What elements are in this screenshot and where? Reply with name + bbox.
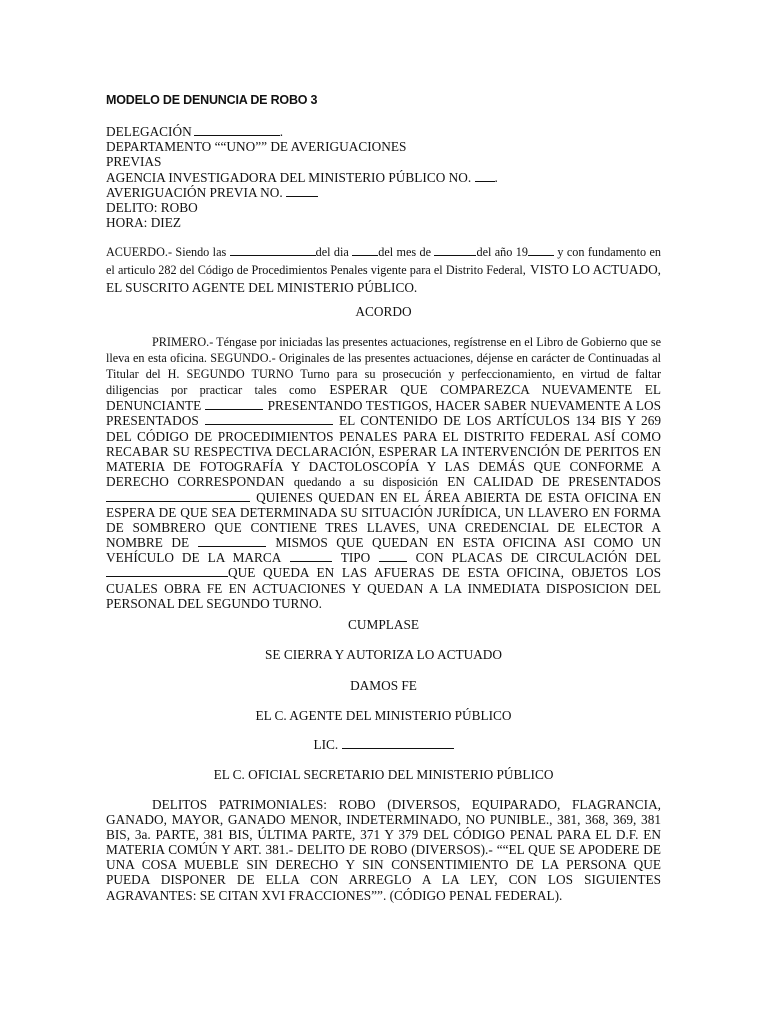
blank-line bbox=[198, 535, 266, 547]
blank-line bbox=[475, 170, 495, 182]
blank-line bbox=[205, 413, 333, 425]
blank-line bbox=[352, 244, 378, 256]
acuerdo-paragraph: ACUERDO.- Siendo las del dia del mes de del año 19 y con fundamento en el articulo 282 del Código de Procedimientos Penales vigente para el Distrito Federal, VISTO LO ACTUADO, EL SUSCRITO AGENTE DEL MINISTERIO PÚBLICO. bbox=[106, 245, 662, 295]
primero-paragraph: PRIMERO.- Téngase por iniciadas las presentes actuaciones, regístrense en el Libro de Gobierno que se lleva en esta oficina. SEGUNDO.- Originales de las presentes actuaciones, déjense en carácter de Continuadas al Titular del H. SEGUNDO TURNO Turno para su prosecución y perfeccionamiento, en virtud de faltar diligencias por practicar tales como ESPERAR QUE COMPAREZCA NUEVAMENTE EL DENUNCIANTE PRESENTANDO TESTIGOS, HACER SABER NUEVAMENTE A LOS PRESENTADOS EL CONTENIDO DE LOS ARTÍCULOS 134 BIS Y 269 DEL CÓDIGO DE PROCEDIMIENTOS PENALES PARA EL DISTRITO FEDERAL ASÍ COMO RECABAR SU RESPECTIVA DECLARACIÓN, ESPERAR LA INTERVENCIÓN DE PERITOS EN MATERIA DE FOTOGRAFÍA Y DACTOLOSCOPÍA Y LAS DEMÁS QUE CONFORME A DERECHO CORRESPONDAN quedando a su disposición EN CALIDAD DE PRESENTADOS QUIENES QUEDAN EN EL ÁREA ABIERTA DE ESTA OFICINA EN ESPERA DE QUE SEA DETERMINADA SU SITUACIÓN JURÍDICA, UN LLAVERO EN FORMA DE SOMBRERO QUE CONTIENE TRES LLAVES, UNA CREDENCIAL DE ELECTOR A NOMBRE DE MISMOS QUE QUEDAN EN ESTA OFICINA ASI COMO UN VEHÍCULO DE LA MARCA TIPO CON PLACAS DE CIRCULACIÓN DEL QUE QUEDA EN LAS AFUERAS DE ESTA OFICINA, OBJETOS LOS CUALES OBRA FE EN ACTUACIONES Y QUEDAN A LA INMEDIATA DISPOSICION DEL PERSONAL DEL SEGUNDO TURNO. bbox=[106, 335, 662, 611]
document-header bbox=[106, 124, 666, 230]
agente-line: EL C. AGENTE DEL MINISTERIO PÚBLICO bbox=[255, 708, 512, 723]
blank-line bbox=[230, 244, 316, 256]
header-delegacion: DELEGACIÓN . bbox=[106, 124, 284, 139]
oficial-line: EL C. OFICIAL SECRETARIO DEL MINISTERIO PÚBLICO bbox=[213, 767, 554, 782]
acordo-heading: ACORDO bbox=[355, 304, 412, 319]
header-previas: PREVIAS bbox=[106, 154, 162, 170]
delitos-paragraph: DELITOS PATRIMONIALES: ROBO (DIVERSOS, EQUIPARADO, FLAGRANCIA, GANADO, MAYOR, GANADO MENOR, INDETERMINADO, NO PUNIBLE., 381, 368, 369, 381 BIS, 3a. PARTE, 381 BIS, ÚLTIMA PARTE, 371 Y 379 DEL CÓDIGO PENAL PARA EL D.F. EN MATERIA COMÚN Y ART. 381.- DELITO DE ROBO (DIVERSOS).- ““EL QUE SE APODERE DE UNA COSA MUEBLE SIN DERECHO Y SIN CONSENTIMIENTO DE LA PERSONA QUE PUEDA DISPONER DE ELLA CON ARREGLO A LA LEY, CON LOS SIGUIENTES AGRAVANTES: SE CITAN XVI FRACCIONES””. (CÓDIGO PENAL FEDERAL). bbox=[106, 797, 661, 903]
blank-line bbox=[434, 244, 476, 256]
document-title: MODELO DE DENUNCIA DE ROBO 3 bbox=[106, 93, 318, 107]
header-departamento: DEPARTAMENTO ““UNO”” DE AVERIGUACIONES bbox=[106, 139, 407, 155]
blank-line bbox=[379, 550, 407, 562]
header-hora: HORA: DIEZ bbox=[106, 215, 181, 231]
blank-line bbox=[286, 185, 318, 197]
cierra-line: SE CIERRA Y AUTORIZA LO ACTUADO bbox=[264, 647, 503, 662]
blank-line bbox=[194, 124, 280, 136]
header-delito: DELITO: ROBO bbox=[106, 200, 198, 216]
blank-line bbox=[106, 565, 228, 577]
cumplase-heading: CUMPLASE bbox=[348, 617, 419, 632]
header-averiguacion: AVERIGUACIÓN PREVIA NO. bbox=[106, 185, 666, 200]
damos-fe-line: DAMOS FE bbox=[350, 678, 417, 693]
blank-line bbox=[290, 550, 332, 562]
blank-line bbox=[106, 490, 250, 502]
blank-line bbox=[528, 244, 554, 256]
blank-line bbox=[342, 737, 454, 749]
header-agencia: AGENCIA INVESTIGADORA DEL MINISTERIO PÚBLICO NO. . bbox=[106, 169, 498, 185]
blank-line bbox=[205, 398, 263, 410]
lic-signature-line: LIC. bbox=[106, 737, 661, 752]
